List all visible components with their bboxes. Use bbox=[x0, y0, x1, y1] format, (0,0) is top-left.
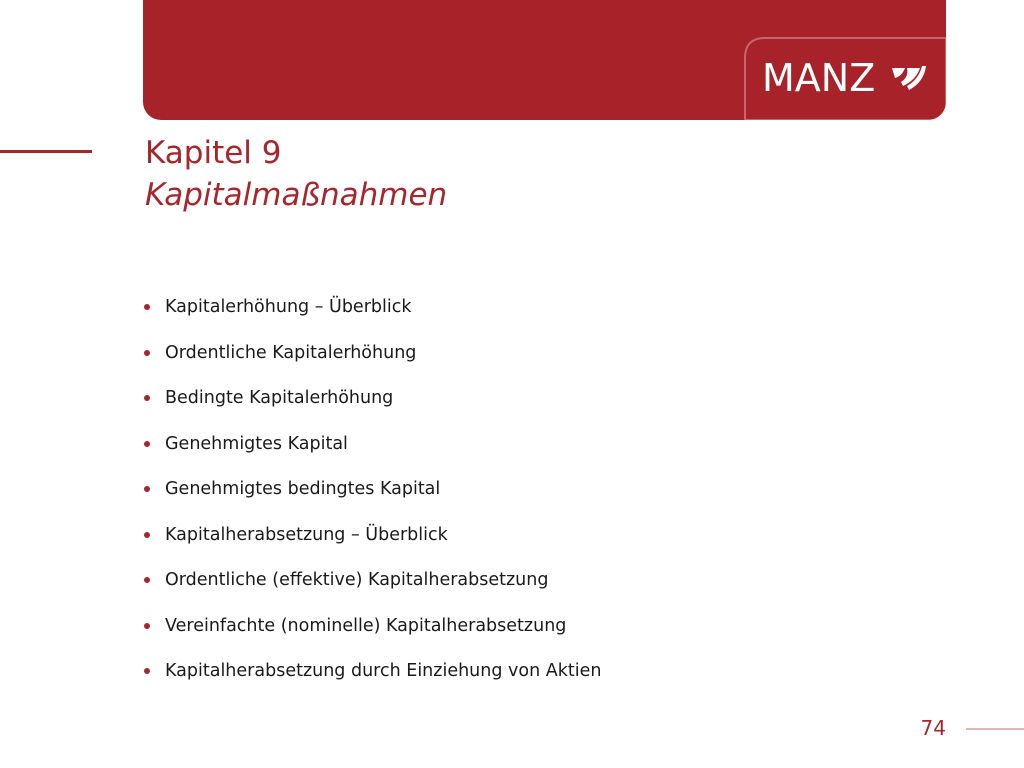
list-item bbox=[143, 520, 601, 566]
page-number: 74 bbox=[920, 716, 946, 740]
list-item bbox=[143, 292, 601, 338]
list-item bbox=[143, 611, 601, 657]
list-item-text: Vereinfachte (nominelle) Kapitalherabsetzung bbox=[165, 615, 567, 636]
list-item-text: Genehmigtes Kapital bbox=[165, 433, 348, 454]
manz-logo-text: MANZ bbox=[762, 56, 876, 100]
chapter-subtitle: Kapitalmaßnahmen bbox=[145, 177, 448, 213]
list-item-text: Kapitalerhöhung – Überblick bbox=[165, 297, 412, 317]
left-accent-rule bbox=[0, 150, 92, 153]
bullet-icon bbox=[144, 441, 150, 447]
bullet-icon bbox=[144, 395, 150, 401]
footer-accent-rule bbox=[966, 728, 1024, 730]
list-item-text: Kapitalherabsetzung durch Einziehung von Aktien bbox=[165, 661, 602, 681]
topic-list bbox=[143, 292, 601, 702]
bullet-icon bbox=[144, 350, 150, 356]
bullet-icon bbox=[144, 623, 150, 629]
list-item-text: Ordentliche Kapitalerhöhung bbox=[165, 342, 417, 363]
list-item bbox=[143, 429, 601, 475]
bullet-icon bbox=[144, 577, 150, 583]
list-item bbox=[143, 383, 601, 429]
list-item bbox=[143, 656, 601, 702]
bullet-icon bbox=[144, 304, 150, 310]
list-item-text: Ordentliche (effektive) Kapitalherabsetzung bbox=[165, 570, 549, 590]
list-item bbox=[143, 474, 601, 520]
bullet-icon bbox=[144, 486, 150, 492]
list-item-text: Bedingte Kapitalerhöhung bbox=[165, 388, 394, 408]
bullet-icon bbox=[144, 532, 150, 538]
list-item-text: Kapitalherabsetzung – Überblick bbox=[165, 524, 448, 545]
bullet-icon bbox=[144, 668, 150, 674]
list-item-text: Genehmigtes bedingtes Kapital bbox=[165, 479, 441, 499]
list-item bbox=[143, 338, 601, 384]
manz-wave-icon bbox=[889, 62, 927, 92]
list-item bbox=[143, 565, 601, 611]
chapter-title: Kapitel 9 bbox=[145, 135, 282, 171]
